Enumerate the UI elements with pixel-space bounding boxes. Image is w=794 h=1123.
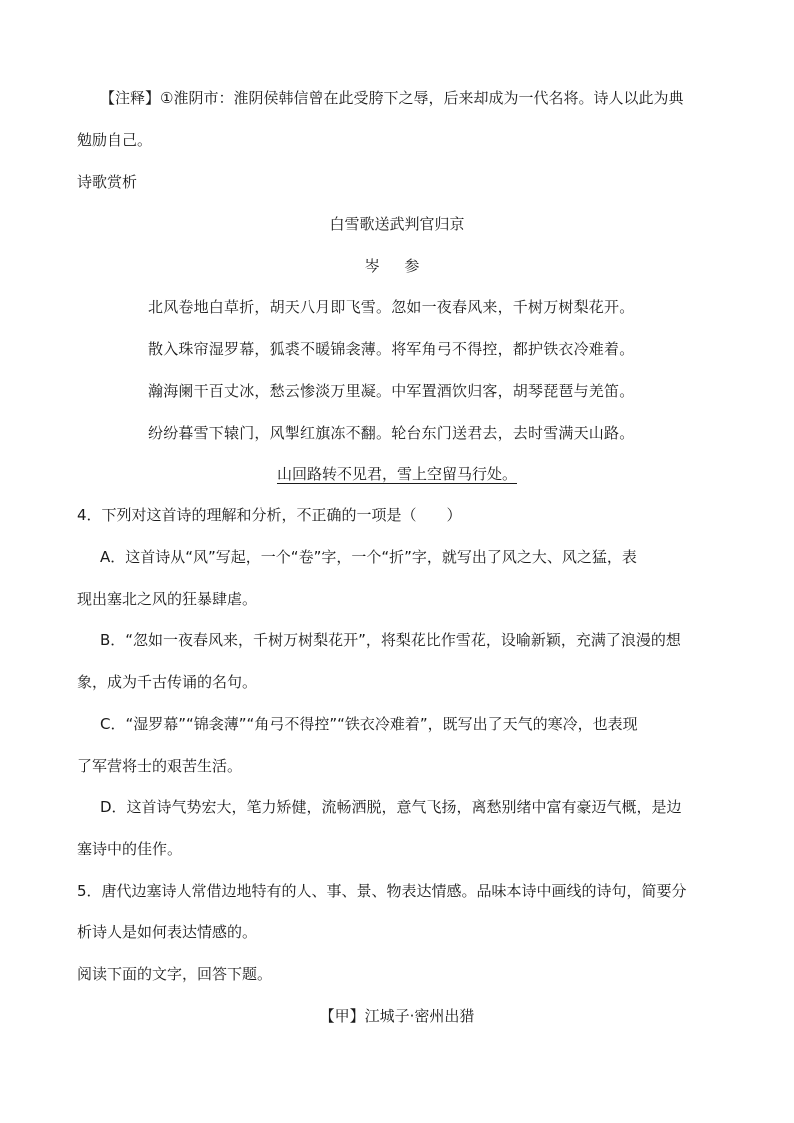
option-c-line-1: C．“湿罗幕”“锦衾薄”“角弓不得控”“铁衣冷难着”，既写出了天气的寒冷，也表现 [100, 715, 638, 733]
section-title: 诗歌赏析 [77, 173, 138, 191]
next-section-title: 【甲】江城子·密州出猎 [319, 1007, 475, 1025]
poem-line-2: 散入珠帘湿罗幕，狐裘不暖锦衾薄。将军角弓不得控，都护铁衣冷难着。 [148, 340, 635, 358]
poem-underlined-line-wrap [0, 464, 794, 484]
note-line-1: 【注释】①淮阴市：淮阴侯韩信曾在此受胯下之辱，后来却成为一代名将。诗人以此为典 [100, 89, 684, 107]
note-line-2: 勉励自己。 [77, 131, 153, 149]
option-d-line-1: D．这首诗气势宏大，笔力矫健，流畅洒脱，意气飞扬，离愁别绪中富有豪迈气概，是边 [100, 798, 682, 816]
option-b-line-1: B．“忽如一夜春风来，千树万树梨花开”，将梨花比作雪花，设喻新颖，充满了浪漫的想 [100, 631, 681, 649]
poem-line-4: 纷纷暮雪下辕门，风掣红旗冻不翻。轮台东门送君去，去时雪满天山路。 [148, 424, 635, 442]
question-4-stem-close: ） [446, 506, 462, 524]
poem-underlined-line: 山回路转不见君，雪上空留马行处。 [276, 465, 517, 483]
question-5-line-1: 5．唐代边塞诗人常借边地特有的人、事、景、物表达情感。品味本诗中画线的诗句，简要分 [77, 882, 687, 900]
option-a-line-2: 现出塞北之风的狂暴肆虐。 [77, 590, 258, 608]
question-5-line-2: 析诗人是如何表达情感的。 [77, 923, 258, 941]
reading-instruction: 阅读下面的文字，回答下题。 [77, 965, 273, 983]
option-a-line-1: A．这首诗从“风”写起，一个“卷”字，一个“折”字，就写出了风之大、风之猛，表 [100, 548, 637, 566]
poem-line-3: 瀚海阑干百丈冰，愁云惨淡万里凝。中军置酒饮归客，胡琴琵琶与羌笛。 [148, 382, 635, 400]
poem-line-1: 北风卷地白草折，胡天八月即飞雪。忽如一夜春风来，千树万树梨花开。 [148, 298, 635, 316]
question-4-stem [77, 505, 462, 525]
option-c-line-2: 了军营将士的艰苦生活。 [77, 757, 243, 775]
option-b-line-2: 象，成为千古传诵的名句。 [77, 673, 258, 691]
poem-title: 白雪歌送武判官归京 [329, 215, 465, 233]
question-4-stem-text: 4．下列对这首诗的理解和分析，不正确的一项是（ [77, 506, 417, 524]
option-d-line-2: 塞诗中的佳作。 [77, 840, 183, 858]
poem-author [0, 256, 794, 276]
poem-author-text: 岑 参 [364, 257, 430, 275]
